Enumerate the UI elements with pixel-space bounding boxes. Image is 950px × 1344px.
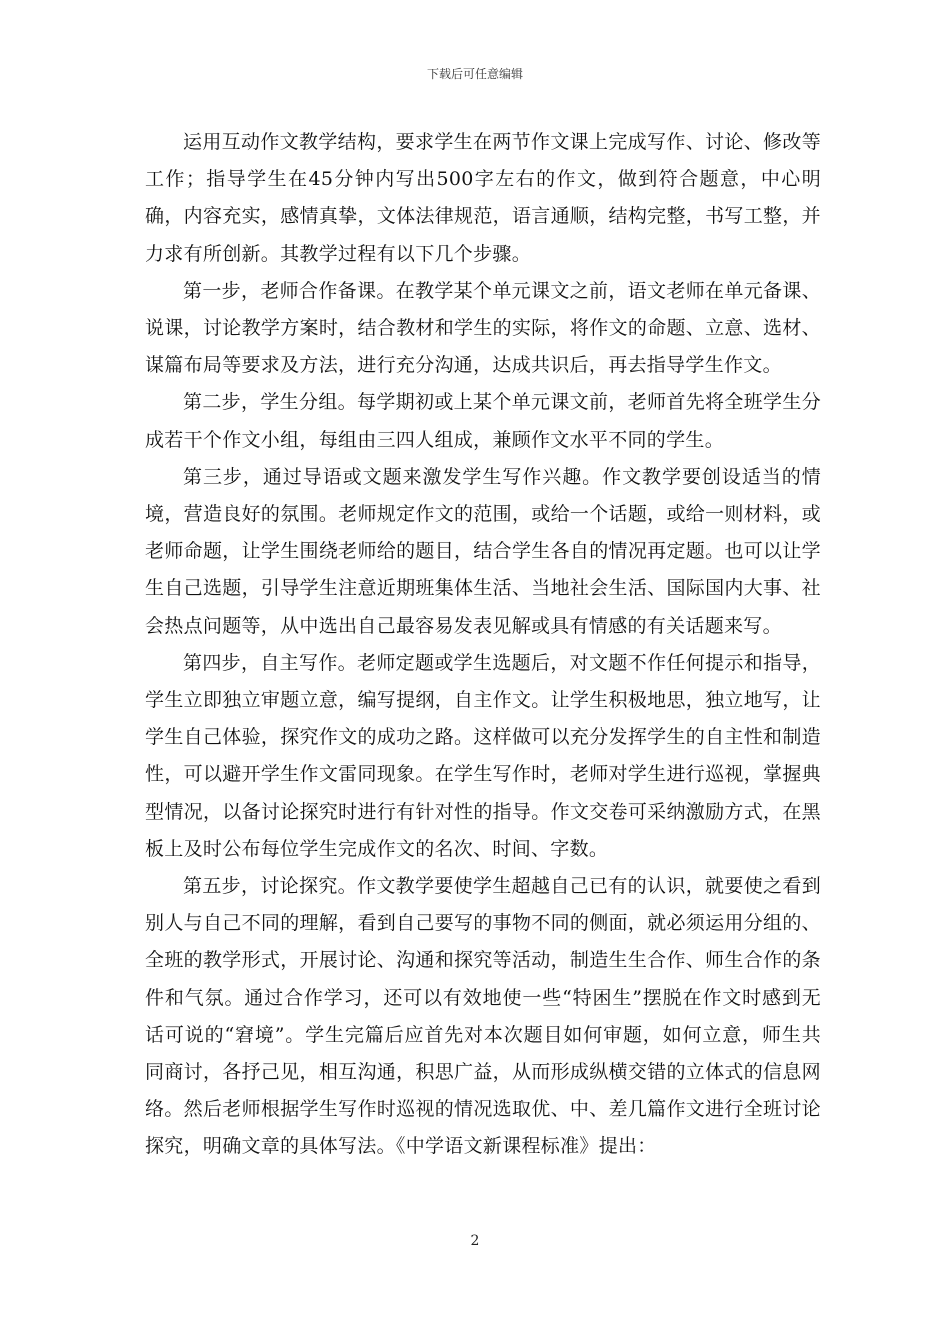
paragraph-step-five: 第五步，讨论探究。作文教学要使学生超越自己已有的认识，就要使之看到别人与自己不同的理解，看到自己要写的事物不同的侧面，就必须运用分组的、全班的教学形式，开展讨论、沟通和探究等活动，制造生生合作、师生合作的条件和气氛。通过合作学习，还可以有效地使一些“特困生”摆脱在作文时感到无话可说的“窘境”。学生完篇后应首先对本次题目如何审题，如何立意，师生共同商讨，各抒己见，相互沟通，积思广益，从而形成纵横交错的立体式的信息网络。然后老师根据学生写作时巡视的情况选取优、中、差几篇作文进行全班讨论探究，明确文章的具体写法。《中学语文新课程标准》提出： [145, 875, 821, 1158]
paragraph-intro: 运用互动作文教学结构，要求学生在两节作文课上完成写作、讨论、修改等工作；指导学生在45分钟内写出500字左右的作文，做到符合题意，中心明确，内容充实，感情真挚，文体法律规范，语言通顺，结构完整，书写工整，并力求有所创新。其教学过程有以下几个步骤。 [145, 131, 821, 265]
paragraph-step-three: 第三步，通过导语或文题来激发学生写作兴趣。作文教学要创设适当的情境，营造良好的氛围。老师规定作文的范围，或给一个话题，或给一则材料，或老师命题，让学生围绕老师给的题目，结合学生各自的情况再定题。也可以让学生自己选题，引导学生注意近期班集体生活、当地社会生活、国际国内大事、社会热点问题等，从中选出自己最容易发表见解或具有情感的有关话题来写。 [145, 465, 821, 637]
paragraph-step-four: 第四步，自主写作。老师定题或学生选题后，对文题不作任何提示和指导，学生立即独立审题立意，编写提纲，自主作文。让学生积极地思，独立地写，让学生自己体验，探究作文的成功之路。这样做可以充分发挥学生的自主性和制造性，可以避开学生作文雷同现象。在学生写作时，老师对学生进行巡视，掌握典型情况，以备讨论探究时进行有针对性的指导。作文交卷可采纳激励方式，在黑板上及时公布每位学生完成作文的名次、时间、字数。 [145, 651, 821, 860]
page-number: 2 [470, 1233, 480, 1249]
page-header-note: 下载后可任意编辑 [426, 67, 523, 81]
document-body [145, 124, 821, 1166]
paragraph-step-two: 第二步，学生分组。每学期初或上某个单元课文前，老师首先将全班学生分成若干个作文小组，每组由三四人组成，兼顾作文水平不同的学生。 [145, 391, 821, 451]
paragraph-step-one: 第一步，老师合作备课。在教学某个单元课文之前，语文老师在单元备课、说课，讨论教学方案时，结合教材和学生的实际，将作文的命题、立意、选材、谋篇布局等要求及方法，进行充分沟通，达成共识后，再去指导学生作文。 [145, 279, 821, 377]
